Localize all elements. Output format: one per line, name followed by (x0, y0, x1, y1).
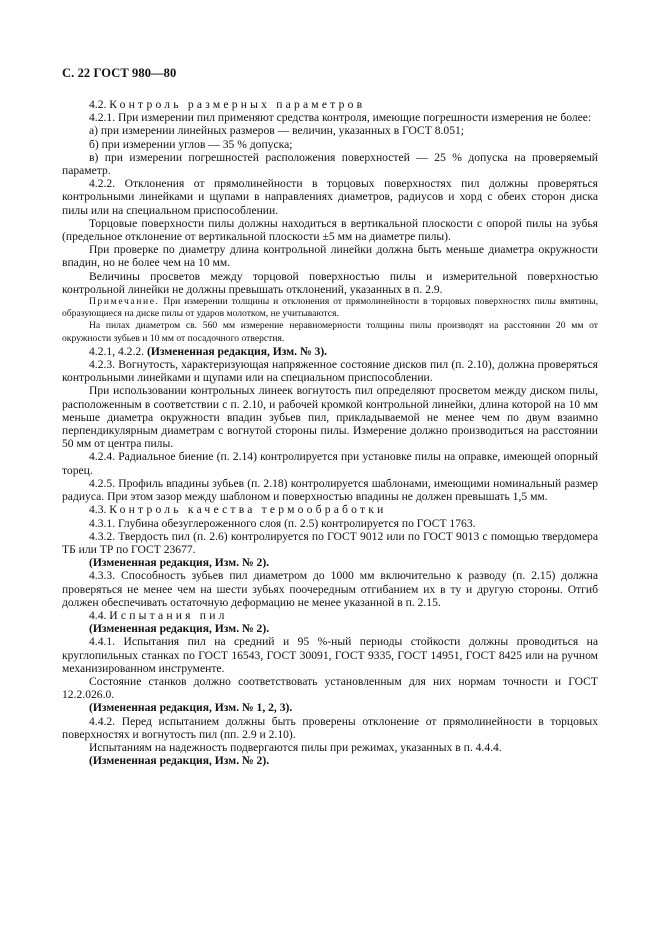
paragraph: 4.2.1. При измерении пил применяют средства контроля, имеющие погрешности измерения не более: (89, 111, 592, 125)
amendment-note: (Измененная редакция, Изм. № 2). (89, 622, 270, 636)
paragraph: 4.2.1, 4.2.2. (Измененная редакция, Изм. № 3). (89, 344, 328, 358)
paragraph: Испытаниям на надежность подвергаются пилы при режимах, указанных в п. 4.4.4. (89, 740, 502, 754)
paragraph: 4.4.2. Перед испытанием должны быть проверены отклонение от прямолинейности в торцовых поверхностях и вогнутость пил (пп. 2.9 и 2.10). (62, 714, 598, 741)
note-paragraph: На пилах диаметром св. 560 мм измерение неравномерности толщины пилы производят на расстоянии 20 мм от окружности зубьев и 10 мм от посадочного отверстия. (62, 320, 598, 344)
paragraph: При проверке по диаметру длина контрольной линейки должна быть меньше диаметра окружности впадин, но не более чем на 10 мм. (62, 243, 598, 270)
paragraph: 4.2.2. Отклонения от прямолинейности в торцовых поверхностях пил должны проверяться контрольными линейками и щупами в направлениях диаметров, радиусов и хорд с обеих сторон диска пилы или на специальном приспособлении. (62, 177, 598, 217)
section-heading-4-3: 4.3. Контроль качества термообработки (89, 503, 387, 517)
paragraph: 4.3.1. Глубина обезуглероженного слоя (п. 2.5) контролируется по ГОСТ 1763. (89, 516, 476, 530)
paragraph: Состояние станков должно соответствовать установленным для них нормам точности и ГОСТ 12.2.026.0. (62, 674, 598, 702)
list-item: а) при измерении линейных размеров — величин, указанных в ГОСТ 8.051; (89, 124, 465, 138)
paragraph: 4.3.3. Способность зубьев пил диаметром до 1000 мм включительно к разводу (п. 2.15) должна проверяться не менее чем на шести зубьях поочередным отгибанием их в ту и другую стороны. Отгиб должен обеспечивать остаточную деформацию не менее указанной в п. 2.15. (62, 569, 598, 609)
paragraph: 4.2.4. Радиальное биение (п. 2.14) контролируется при установке пилы на оправке, имеющей опорный торец. (62, 450, 598, 477)
amendment-note: (Измененная редакция, Изм. № 2). (89, 754, 270, 768)
document-body (62, 98, 598, 767)
paragraph: 4.2.5. Профиль впадины зубьев (п. 2.18) контролируется шаблонами, имеющими номинальный размер радиуса. При этом зазор между шаблоном и поверхностью впадины не должен превышать 1,5 мм. (62, 476, 598, 504)
list-item: б) при измерении углов — 35 % допуска; (89, 137, 293, 151)
section-heading-4-4: 4.4. Испытания пил (89, 608, 228, 622)
paragraph: 4.3.2. Твердость пил (п. 2.6) контролируется по ГОСТ 9012 или по ГОСТ 9013 с помощью твердомера ТБ или ТР по ГОСТ 23677. (62, 529, 598, 556)
paragraph: 4.4.1. Испытания пил на средний и 95 %-ный периоды стойкости должны проводиться на круглопильных станках по ГОСТ 16543, ГОСТ 30091, ГОСТ 9335, ГОСТ 14951, ГОСТ 8425 или на ручном механизированном инструменте. (62, 635, 598, 675)
paragraph: При использовании контрольных линеек вогнутость пил определяют просветом между диском пилы, расположенным в соответствии с п. 2.10, и рабочей кромкой контрольной линейки, длина которой на 10 мм меньше диаметра окружности впадин зубьев пил, прикладываемой не менее чем по двум взаимно перпендикулярным диаметрам с вогнутой стороны пилы. Измерение должно производиться на расстоянии 50 мм от центра пилы. (62, 384, 598, 451)
section-heading-4-2: 4.2. Контроль размерных параметров (89, 98, 366, 111)
amendment-note: (Измененная редакция, Изм. № 2). (89, 556, 270, 570)
list-item: в) при измерении погрешностей расположения поверхностей — 25 % допуска на проверяемый параметр. (62, 150, 598, 178)
amendment-note: (Измененная редакция, Изм. № 1, 2, 3). (89, 701, 293, 715)
paragraph: Величины просветов между торцовой поверхностью пилы и измерительной поверхностью контрольной линейки не должны превышать отклонений, указанных в п. 2.9. (62, 269, 598, 296)
amendment-note: (Измененная редакция, Изм. № 3). (146, 344, 328, 358)
note-paragraph: Примечание. При измерении толщины и отклонения от прямолинейности в торцовых поверхностях пилы вмятины, образующиеся на диске пилы от ударов молотком, не учитываются. (62, 296, 598, 320)
paragraph: 4.2.3. Вогнутость, характеризующая напряженное состояние дисков пил (п. 2.10), должна проверяться контрольными линейками и щупами или на специальном приспособлении. (62, 358, 598, 385)
page-header: С. 22 ГОСТ 980—80 (62, 66, 177, 80)
paragraph: Торцовые поверхности пилы должны находиться в вертикальной плоскости с опорой пилы на зубья (предельное отклонение от вертикальной плоскости ±5 мм на диаметре пилы). (62, 216, 598, 244)
note-label: Примечание. (89, 296, 160, 308)
